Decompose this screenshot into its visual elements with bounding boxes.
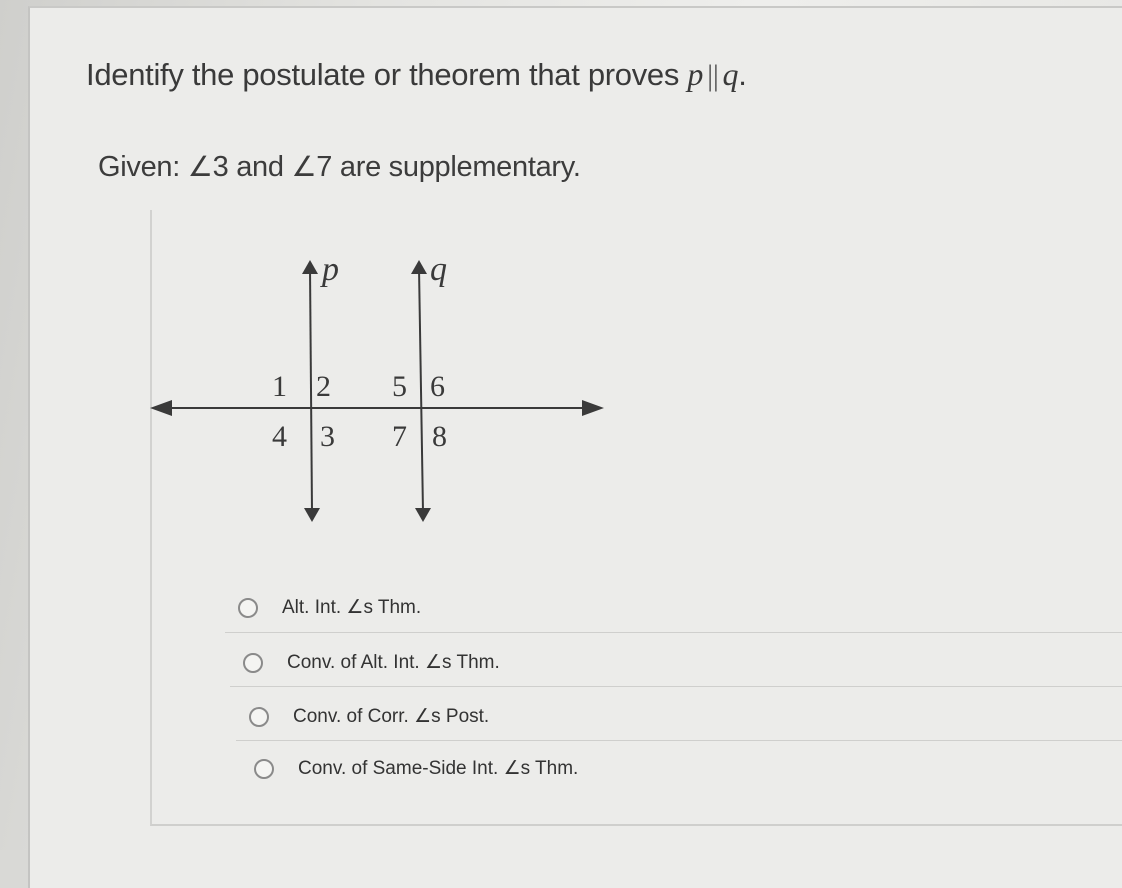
option-alt-int-angles-thm[interactable]	[238, 596, 421, 619]
question-suffix: .	[738, 57, 747, 92]
line-p-variable: p	[687, 56, 704, 92]
angle-label-2: 2	[316, 370, 331, 403]
line-q	[419, 268, 423, 512]
given-angle-a: 3	[212, 151, 229, 183]
given-prefix: Given:	[98, 151, 181, 183]
angle-label-4: 4	[272, 420, 287, 453]
angle-icon: ∠	[291, 151, 317, 182]
line-q-variable: q	[722, 56, 739, 92]
angle-label-8: 8	[432, 420, 447, 453]
angle-icon: ∠	[187, 151, 213, 182]
arrow-down-icon	[415, 508, 431, 522]
given-suffix: are supplementary.	[339, 151, 581, 183]
angle-label-1: 1	[272, 370, 287, 403]
option-label: Alt. Int. ∠s Thm.	[282, 597, 422, 618]
question-prefix: Identify the postulate or theorem that proves	[86, 57, 680, 92]
option-conv-corr-angles-post[interactable]	[249, 705, 489, 728]
radio-button[interactable]	[249, 707, 269, 727]
arrow-down-icon	[304, 508, 320, 522]
line-label-p: p	[322, 251, 339, 288]
option-label: Conv. of Alt. Int. ∠s Thm.	[287, 652, 500, 673]
option-conv-alt-int-angles-thm[interactable]	[243, 651, 500, 674]
angle-label-5: 5	[392, 370, 407, 403]
parallel-symbol: ||	[707, 59, 719, 92]
line-label-q: q	[430, 251, 447, 288]
option-conv-same-side-int-angles-thm[interactable]	[254, 757, 578, 780]
arrow-right-icon	[582, 400, 604, 416]
line-p	[310, 268, 312, 512]
option-label: Conv. of Same-Side Int. ∠s Thm.	[298, 758, 579, 779]
arrow-up-icon	[411, 260, 427, 274]
angle-label-6: 6	[430, 370, 445, 403]
radio-button[interactable]	[254, 759, 274, 779]
angle-label-7: 7	[392, 420, 407, 453]
angle-label-3: 3	[320, 420, 335, 453]
radio-button[interactable]	[243, 653, 263, 673]
option-label: Conv. of Corr. ∠s Post.	[293, 706, 490, 727]
arrow-left-icon	[150, 400, 172, 416]
radio-button[interactable]	[238, 598, 258, 618]
arrow-up-icon	[302, 260, 318, 274]
given-middle: and	[236, 151, 284, 183]
given-angle-b: 7	[316, 151, 333, 183]
